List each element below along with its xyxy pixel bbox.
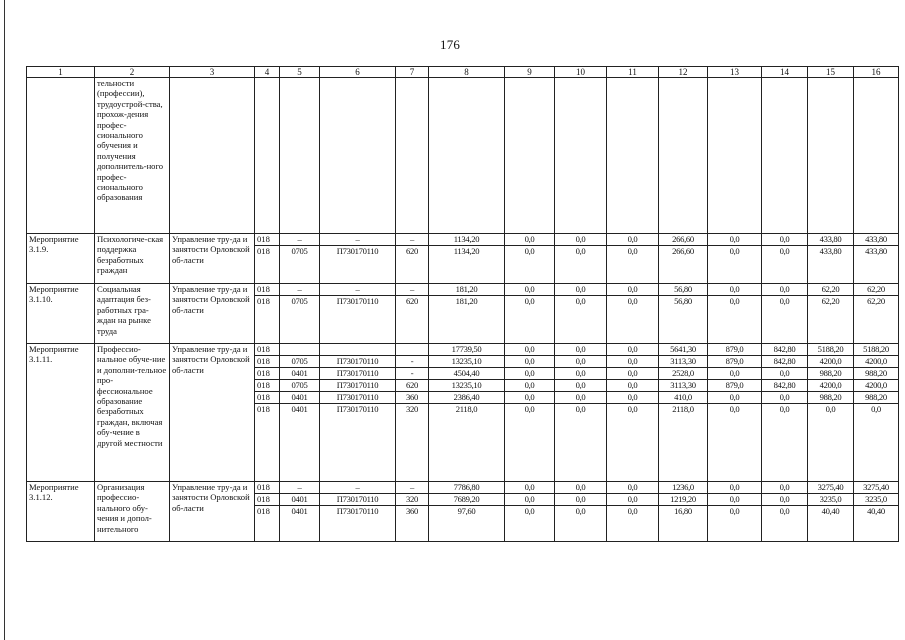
value-cell-col-5: 0705: [280, 380, 320, 392]
value-cell-col-8: 13235,10: [429, 380, 505, 392]
value-cell-col-15: 62,20: [808, 296, 854, 344]
value-cell-col-13: 0,0: [708, 404, 762, 482]
value-cell-col-7: –: [396, 482, 429, 494]
event-name: Профессио-нальное обуче-ние и дополни-тельное про-фессиональное образование безработных граждан, включая обу-чение в другой местности: [95, 344, 170, 482]
value-cell-col-7: 620: [396, 380, 429, 392]
column-header-3: 3: [170, 67, 255, 78]
value-cell-col-8: 1134,20: [429, 234, 505, 246]
value-cell-col-9: 0,0: [505, 380, 555, 392]
cont-empty-cell: [170, 78, 255, 234]
value-cell-col-14: 842,80: [762, 380, 808, 392]
value-cell-col-15: 433,80: [808, 246, 854, 284]
value-cell-col-4: 018: [255, 368, 280, 380]
value-cell-col-15: 62,20: [808, 284, 854, 296]
cont-empty-cell: [762, 78, 808, 234]
value-cell-col-6: [320, 344, 396, 356]
value-cell-col-15: 5188,20: [808, 344, 854, 356]
value-cell-col-14: 0,0: [762, 404, 808, 482]
value-cell-col-9: 0,0: [505, 482, 555, 494]
value-cell-col-14: 0,0: [762, 482, 808, 494]
value-cell-col-9: 0,0: [505, 392, 555, 404]
value-cell-col-11: 0,0: [607, 356, 659, 368]
value-cell-col-4: 018: [255, 506, 280, 542]
value-cell-col-13: 0,0: [708, 494, 762, 506]
page-number: 176: [440, 37, 461, 52]
value-cell-col-4: 018: [255, 246, 280, 284]
event-name: Психологиче-ская поддержка безработных граждан: [95, 234, 170, 284]
value-cell-col-10: 0,0: [555, 344, 607, 356]
page-edge-rule: [4, 0, 5, 640]
value-cell-col-9: 0,0: [505, 344, 555, 356]
value-cell-col-10: 0,0: [555, 284, 607, 296]
value-cell-col-13: 879,0: [708, 380, 762, 392]
value-cell-col-8: 7689,20: [429, 494, 505, 506]
column-header-5: 5: [280, 67, 320, 78]
column-header-10: 10: [555, 67, 607, 78]
value-cell-col-10: 0,0: [555, 506, 607, 542]
value-cell-col-15: 40,40: [808, 506, 854, 542]
column-header-13: 13: [708, 67, 762, 78]
value-cell-col-16: 3235,0: [854, 494, 899, 506]
value-cell-col-5: 0705: [280, 296, 320, 344]
value-cell-col-10: 0,0: [555, 404, 607, 482]
value-cell-col-8: 17739,50: [429, 344, 505, 356]
value-cell-col-5: 0705: [280, 356, 320, 368]
value-cell-col-11: 0,0: [607, 246, 659, 284]
budget-table: [26, 66, 899, 542]
value-cell-col-12: 5641,30: [659, 344, 708, 356]
value-cell-col-7: –: [396, 284, 429, 296]
value-cell-col-12: 266,60: [659, 246, 708, 284]
value-cell-col-6: П730170110: [320, 404, 396, 482]
cont-empty-cell: [255, 78, 280, 234]
event-name: Организация профессио-нального обу-чения и допол-нительного: [95, 482, 170, 542]
value-cell-col-16: 62,20: [854, 284, 899, 296]
value-cell-col-15: 433,80: [808, 234, 854, 246]
value-cell-col-9: 0,0: [505, 506, 555, 542]
value-cell-col-16: 988,20: [854, 392, 899, 404]
value-cell-col-8: 4504,40: [429, 368, 505, 380]
value-cell-col-15: 3275,40: [808, 482, 854, 494]
value-cell-col-14: 0,0: [762, 494, 808, 506]
value-cell-col-16: 5188,20: [854, 344, 899, 356]
column-header-4: 4: [255, 67, 280, 78]
column-header-8: 8: [429, 67, 505, 78]
value-cell-col-11: 0,0: [607, 482, 659, 494]
value-cell-col-4: 018: [255, 344, 280, 356]
value-cell-col-16: 4200,0: [854, 356, 899, 368]
column-header-2: 2: [95, 67, 170, 78]
value-cell-col-8: 97,60: [429, 506, 505, 542]
value-cell-col-12: 2118,0: [659, 404, 708, 482]
cont-empty-cell: [854, 78, 899, 234]
value-cell-col-7: 360: [396, 506, 429, 542]
value-cell-col-15: 4200,0: [808, 380, 854, 392]
value-cell-col-16: 40,40: [854, 506, 899, 542]
cont-empty-cell: [396, 78, 429, 234]
column-header-7: 7: [396, 67, 429, 78]
value-cell-col-13: 0,0: [708, 246, 762, 284]
event-label: Мероприятие 3.1.10.: [27, 284, 95, 344]
value-cell-col-6: П730170110: [320, 392, 396, 404]
value-cell-col-13: 0,0: [708, 284, 762, 296]
table-row: [27, 482, 899, 494]
cont-empty-cell: [808, 78, 854, 234]
event-label: Мероприятие 3.1.11.: [27, 344, 95, 482]
value-cell-col-7: –: [396, 234, 429, 246]
value-cell-col-12: 1219,20: [659, 494, 708, 506]
value-cell-col-4: 018: [255, 404, 280, 482]
value-cell-col-8: 1134,20: [429, 246, 505, 284]
value-cell-col-5: 0401: [280, 368, 320, 380]
value-cell-col-8: 2118,0: [429, 404, 505, 482]
cont-empty-cell: [607, 78, 659, 234]
column-header-14: 14: [762, 67, 808, 78]
value-cell-col-5: 0401: [280, 506, 320, 542]
value-cell-col-8: 2386,40: [429, 392, 505, 404]
value-cell-col-4: 018: [255, 380, 280, 392]
cont-empty-cell: [320, 78, 396, 234]
value-cell-col-15: 0,0: [808, 404, 854, 482]
value-cell-col-11: 0,0: [607, 380, 659, 392]
value-cell-col-4: 018: [255, 284, 280, 296]
value-cell-col-4: 018: [255, 392, 280, 404]
value-cell-col-11: 0,0: [607, 494, 659, 506]
value-cell-col-16: 3275,40: [854, 482, 899, 494]
value-cell-col-10: 0,0: [555, 494, 607, 506]
value-cell-col-16: 62,20: [854, 296, 899, 344]
column-header-6: 6: [320, 67, 396, 78]
value-cell-col-11: 0,0: [607, 506, 659, 542]
event-executor: Управление тру-да и занятости Орловской об-ласти: [170, 284, 255, 344]
value-cell-col-9: 0,0: [505, 356, 555, 368]
cont-empty-cell: [280, 78, 320, 234]
value-cell-col-8: 181,20: [429, 284, 505, 296]
column-header-15: 15: [808, 67, 854, 78]
value-cell-col-6: П730170110: [320, 494, 396, 506]
value-cell-col-12: 266,60: [659, 234, 708, 246]
value-cell-col-14: 0,0: [762, 368, 808, 380]
value-cell-col-13: 0,0: [708, 234, 762, 246]
value-cell-col-9: 0,0: [505, 404, 555, 482]
value-cell-col-12: 410,0: [659, 392, 708, 404]
value-cell-col-6: –: [320, 482, 396, 494]
value-cell-col-4: 018: [255, 356, 280, 368]
value-cell-col-14: 0,0: [762, 392, 808, 404]
value-cell-col-5: –: [280, 284, 320, 296]
value-cell-col-6: П730170110: [320, 246, 396, 284]
value-cell-col-12: 3113,30: [659, 380, 708, 392]
value-cell-col-12: 56,80: [659, 296, 708, 344]
value-cell-col-4: 018: [255, 494, 280, 506]
value-cell-col-8: 7786,80: [429, 482, 505, 494]
value-cell-col-5: 0401: [280, 494, 320, 506]
event-label: Мероприятие 3.1.9.: [27, 234, 95, 284]
value-cell-col-11: 0,0: [607, 284, 659, 296]
value-cell-col-7: [396, 344, 429, 356]
value-cell-col-15: 988,20: [808, 368, 854, 380]
value-cell-col-15: 4200,0: [808, 356, 854, 368]
value-cell-col-6: П730170110: [320, 296, 396, 344]
value-cell-col-16: 0,0: [854, 404, 899, 482]
column-header-9: 9: [505, 67, 555, 78]
value-cell-col-13: 0,0: [708, 482, 762, 494]
value-cell-col-12: 2528,0: [659, 368, 708, 380]
value-cell-col-6: П730170110: [320, 506, 396, 542]
value-cell-col-10: 0,0: [555, 296, 607, 344]
value-cell-col-16: 433,80: [854, 246, 899, 284]
value-cell-col-14: 842,80: [762, 344, 808, 356]
value-cell-col-5: –: [280, 234, 320, 246]
value-cell-col-10: 0,0: [555, 368, 607, 380]
value-cell-col-7: 360: [396, 392, 429, 404]
value-cell-col-6: П730170110: [320, 380, 396, 392]
table-row: [27, 344, 899, 356]
table-row: [27, 284, 899, 296]
value-cell-col-4: 018: [255, 482, 280, 494]
value-cell-col-6: П730170110: [320, 368, 396, 380]
value-cell-col-5: 0401: [280, 404, 320, 482]
value-cell-col-10: 0,0: [555, 356, 607, 368]
value-cell-col-16: 988,20: [854, 368, 899, 380]
value-cell-col-15: 988,20: [808, 392, 854, 404]
value-cell-col-7: 620: [396, 246, 429, 284]
cont-empty-cell: [659, 78, 708, 234]
cont-empty-cell: [505, 78, 555, 234]
cont-event-cell: [27, 78, 95, 234]
column-header-12: 12: [659, 67, 708, 78]
column-header-16: 16: [854, 67, 899, 78]
value-cell-col-9: 0,0: [505, 368, 555, 380]
value-cell-col-5: 0401: [280, 392, 320, 404]
cont-empty-cell: [429, 78, 505, 234]
value-cell-col-11: 0,0: [607, 296, 659, 344]
value-cell-col-12: 3113,30: [659, 356, 708, 368]
value-cell-col-8: 181,20: [429, 296, 505, 344]
value-cell-col-13: 0,0: [708, 506, 762, 542]
value-cell-col-5: –: [280, 482, 320, 494]
event-name: Социальная адаптация без-работных гра-ждан на рынке труда: [95, 284, 170, 344]
value-cell-col-7: -: [396, 368, 429, 380]
value-cell-col-10: 0,0: [555, 380, 607, 392]
value-cell-col-13: 879,0: [708, 356, 762, 368]
value-cell-col-16: 4200,0: [854, 380, 899, 392]
header-row: [27, 67, 899, 78]
value-cell-col-14: 0,0: [762, 506, 808, 542]
event-label: Мероприятие 3.1.12.: [27, 482, 95, 542]
column-header-1: 1: [27, 67, 95, 78]
value-cell-col-14: 0,0: [762, 296, 808, 344]
value-cell-col-8: 13235,10: [429, 356, 505, 368]
value-cell-col-7: 320: [396, 404, 429, 482]
event-executor: Управление тру-да и занятости Орловской об-ласти: [170, 482, 255, 542]
value-cell-col-6: –: [320, 284, 396, 296]
value-cell-col-4: 018: [255, 234, 280, 246]
value-cell-col-7: 620: [396, 296, 429, 344]
value-cell-col-13: 0,0: [708, 296, 762, 344]
value-cell-col-15: 3235,0: [808, 494, 854, 506]
value-cell-col-6: –: [320, 234, 396, 246]
value-cell-col-11: 0,0: [607, 392, 659, 404]
value-cell-col-7: -: [396, 356, 429, 368]
value-cell-col-6: П730170110: [320, 356, 396, 368]
value-cell-col-10: 0,0: [555, 234, 607, 246]
value-cell-col-12: 16,80: [659, 506, 708, 542]
value-cell-col-5: [280, 344, 320, 356]
value-cell-col-7: 320: [396, 494, 429, 506]
value-cell-col-13: 879,0: [708, 344, 762, 356]
cont-name-cell: тельности (профессии), трудоустрой-ства, прохож-дения профес-сионального обучения и получения дополнитель-ного профес-сионального образования: [95, 78, 170, 234]
value-cell-col-11: 0,0: [607, 368, 659, 380]
value-cell-col-14: 0,0: [762, 284, 808, 296]
table-row: [27, 234, 899, 246]
value-cell-col-13: 0,0: [708, 368, 762, 380]
value-cell-col-11: 0,0: [607, 404, 659, 482]
value-cell-col-16: 433,80: [854, 234, 899, 246]
value-cell-col-14: 0,0: [762, 234, 808, 246]
value-cell-col-13: 0,0: [708, 392, 762, 404]
event-executor: Управление тру-да и занятости Орловской об-ласти: [170, 344, 255, 482]
value-cell-col-10: 0,0: [555, 246, 607, 284]
value-cell-col-5: 0705: [280, 246, 320, 284]
cont-empty-cell: [708, 78, 762, 234]
value-cell-col-10: 0,0: [555, 482, 607, 494]
value-cell-col-4: 018: [255, 296, 280, 344]
value-cell-col-9: 0,0: [505, 234, 555, 246]
value-cell-col-12: 1236,0: [659, 482, 708, 494]
cont-empty-cell: [555, 78, 607, 234]
value-cell-col-14: 842,80: [762, 356, 808, 368]
value-cell-col-9: 0,0: [505, 284, 555, 296]
value-cell-col-11: 0,0: [607, 234, 659, 246]
value-cell-col-10: 0,0: [555, 392, 607, 404]
value-cell-col-9: 0,0: [505, 494, 555, 506]
continuation-row: [27, 78, 899, 234]
value-cell-col-9: 0,0: [505, 296, 555, 344]
value-cell-col-9: 0,0: [505, 246, 555, 284]
value-cell-col-12: 56,80: [659, 284, 708, 296]
value-cell-col-11: 0,0: [607, 344, 659, 356]
column-header-11: 11: [607, 67, 659, 78]
event-executor: Управление тру-да и занятости Орловской об-ласти: [170, 234, 255, 284]
value-cell-col-14: 0,0: [762, 246, 808, 284]
